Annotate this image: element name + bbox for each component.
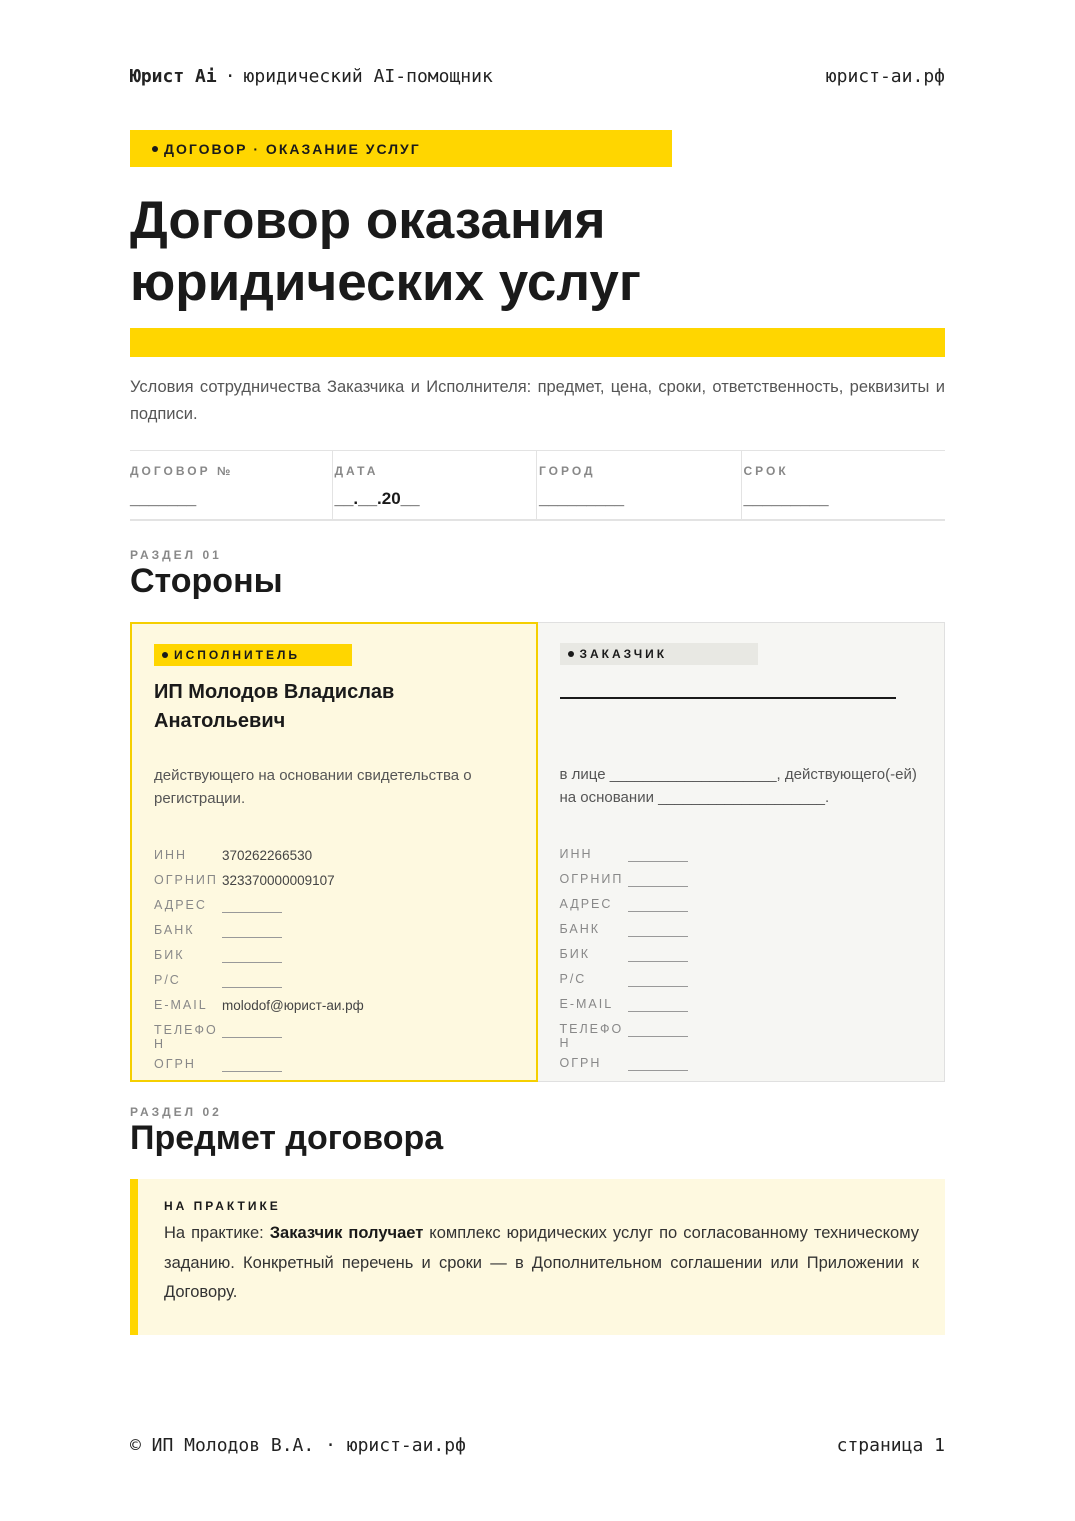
requisite-blank [628, 897, 688, 912]
requisite-key: БИК [559, 947, 590, 961]
requisite-row [154, 998, 514, 1023]
document-type-label: ДОГОВОР · ОКАЗАНИЕ УСЛУГ [164, 140, 421, 157]
customer-card [538, 622, 946, 1082]
meta-label: ДОГОВОР № [130, 464, 234, 478]
customer-name-blank-line [560, 697, 896, 699]
requisite-key: БИК [154, 948, 185, 962]
customer-role-pill [560, 643, 758, 665]
requisite-blank [222, 948, 282, 963]
requisite-blank [628, 947, 688, 962]
header-separator: · [224, 65, 236, 87]
requisite-blank [222, 1023, 282, 1038]
requisite-row [560, 1056, 920, 1081]
requisite-key: ОГРН [559, 1056, 602, 1070]
requisite-key: ИНН [154, 848, 188, 862]
requisite-row [560, 1022, 920, 1056]
meta-term [741, 451, 946, 519]
bullet-dot-icon [152, 146, 158, 152]
page-footer [130, 1431, 945, 1459]
customer-requisites [560, 847, 920, 1081]
brand-subtitle: юридический AI-помощник [243, 65, 493, 87]
practice-note-kicker: НА ПРАКТИКЕ [164, 1199, 281, 1213]
requisite-row [154, 898, 514, 923]
meta-value: _________ [539, 489, 625, 508]
document-title-line-2: юридических услуг [130, 253, 641, 312]
executor-basis: действующего на основании свидетельства о регистрации. [154, 767, 472, 807]
requisite-key: БАНК [154, 923, 195, 937]
requisite-key: E-MAIL [559, 997, 614, 1011]
requisite-blank [222, 923, 282, 938]
document-title [130, 190, 950, 314]
requisite-key: АДРЕС [154, 898, 207, 912]
executor-role-pill [154, 644, 352, 666]
meta-value: _______ [130, 489, 197, 508]
brand-name: Юрист Ai [130, 65, 217, 87]
footer-copyright: © ИП Молодов В.А. · юрист-аи.рф [130, 1434, 466, 1456]
requisite-key: ОГРН [154, 1057, 196, 1071]
requisite-row [560, 897, 920, 922]
requisite-key: E-MAIL [154, 998, 208, 1012]
requisite-row [154, 848, 514, 873]
meta-label: СРОК [743, 464, 789, 478]
requisite-row [154, 923, 514, 948]
section-2-title: Предмет договора [130, 1119, 444, 1157]
requisite-key: ТЕЛЕФОН [154, 1023, 218, 1051]
requisite-row [154, 873, 514, 898]
document-type-tag [130, 130, 672, 167]
page-header [130, 62, 945, 90]
requisite-row [154, 973, 514, 998]
requisite-value: 323370000009107 [222, 873, 335, 888]
meta-label: ГОРОД [539, 464, 596, 478]
practice-note [130, 1179, 945, 1335]
requisite-blank [628, 872, 688, 887]
note-bold: Заказчик получает [269, 1224, 424, 1242]
requisite-key: ИНН [559, 847, 593, 861]
requisite-value: 370262266530 [222, 848, 313, 863]
requisite-row [154, 948, 514, 973]
header-left [130, 66, 493, 87]
executor-card [130, 622, 538, 1082]
note-prefix: На практике: [164, 1224, 270, 1242]
meta-date [332, 451, 537, 519]
customer-basis: в лице ____________________, действующего(-ей) на основании ____________________. [559, 766, 917, 806]
requisite-key: Р/С [559, 972, 587, 986]
requisite-row [560, 922, 920, 947]
requisite-key: АДРЕС [559, 897, 613, 911]
requisite-blank [222, 898, 282, 913]
meta-label: ДАТА [334, 464, 379, 478]
requisite-row [560, 972, 920, 997]
executor-requisites [154, 848, 514, 1082]
requisite-blank [628, 847, 688, 862]
header-site-link[interactable]: юрист-аи.рф [825, 65, 945, 87]
executor-role-label: ИСПОЛНИТЕЛЬ [174, 648, 301, 662]
requisite-key: ОГРНИП [154, 873, 218, 887]
contract-meta-table [130, 450, 945, 521]
lead-paragraph: Условия сотрудничества Заказчика и Исполнителя: предмет, цена, сроки, ответственность, реквизиты и подписи. [130, 378, 945, 423]
requisite-key: Р/С [154, 973, 181, 987]
requisite-key: ОГРНИП [559, 872, 624, 886]
meta-city [536, 451, 741, 519]
note-rest: комплекс юридических услуг по согласованному техническому заданию. Конкретный перечень и сроки — в Дополнительном соглашении или Приложении к Договору. [164, 1224, 919, 1301]
requisite-row [154, 1023, 514, 1057]
requisite-key: БАНК [559, 922, 601, 936]
document-title-line-1: Договор оказания [130, 191, 606, 250]
requisite-row [560, 872, 920, 897]
requisite-blank [628, 997, 688, 1012]
meta-contract-number [130, 451, 332, 519]
executor-name: ИП Молодов Владислав Анатольевич [154, 681, 395, 732]
bullet-dot-icon [568, 651, 574, 657]
customer-role-label: ЗАКАЗЧИК [579, 647, 668, 661]
requisite-key: ТЕЛЕФОН [559, 1022, 624, 1050]
section-1-title: Стороны [130, 562, 283, 600]
requisite-value[interactable]: molodof@юрист-аи.рф [222, 998, 364, 1013]
title-accent-bar [130, 328, 945, 357]
meta-value: _________ [743, 489, 829, 508]
practice-note-text [164, 1219, 919, 1308]
requisite-row [560, 847, 920, 872]
requisite-row [154, 1057, 514, 1082]
requisite-blank [222, 973, 282, 988]
section-1-kicker: РАЗДЕЛ 01 [130, 548, 222, 562]
bullet-dot-icon [162, 652, 168, 658]
requisite-blank [222, 1057, 282, 1072]
requisite-row [560, 947, 920, 972]
requisite-blank [628, 1022, 688, 1037]
page-number: страница 1 [836, 1434, 945, 1456]
requisite-blank [628, 1056, 688, 1071]
parties-block [130, 622, 945, 1082]
requisite-blank [628, 972, 688, 987]
requisite-row [560, 997, 920, 1022]
section-2-kicker: РАЗДЕЛ 02 [130, 1105, 222, 1119]
meta-value: __.__.20__ [334, 489, 420, 508]
requisite-blank [628, 922, 688, 937]
